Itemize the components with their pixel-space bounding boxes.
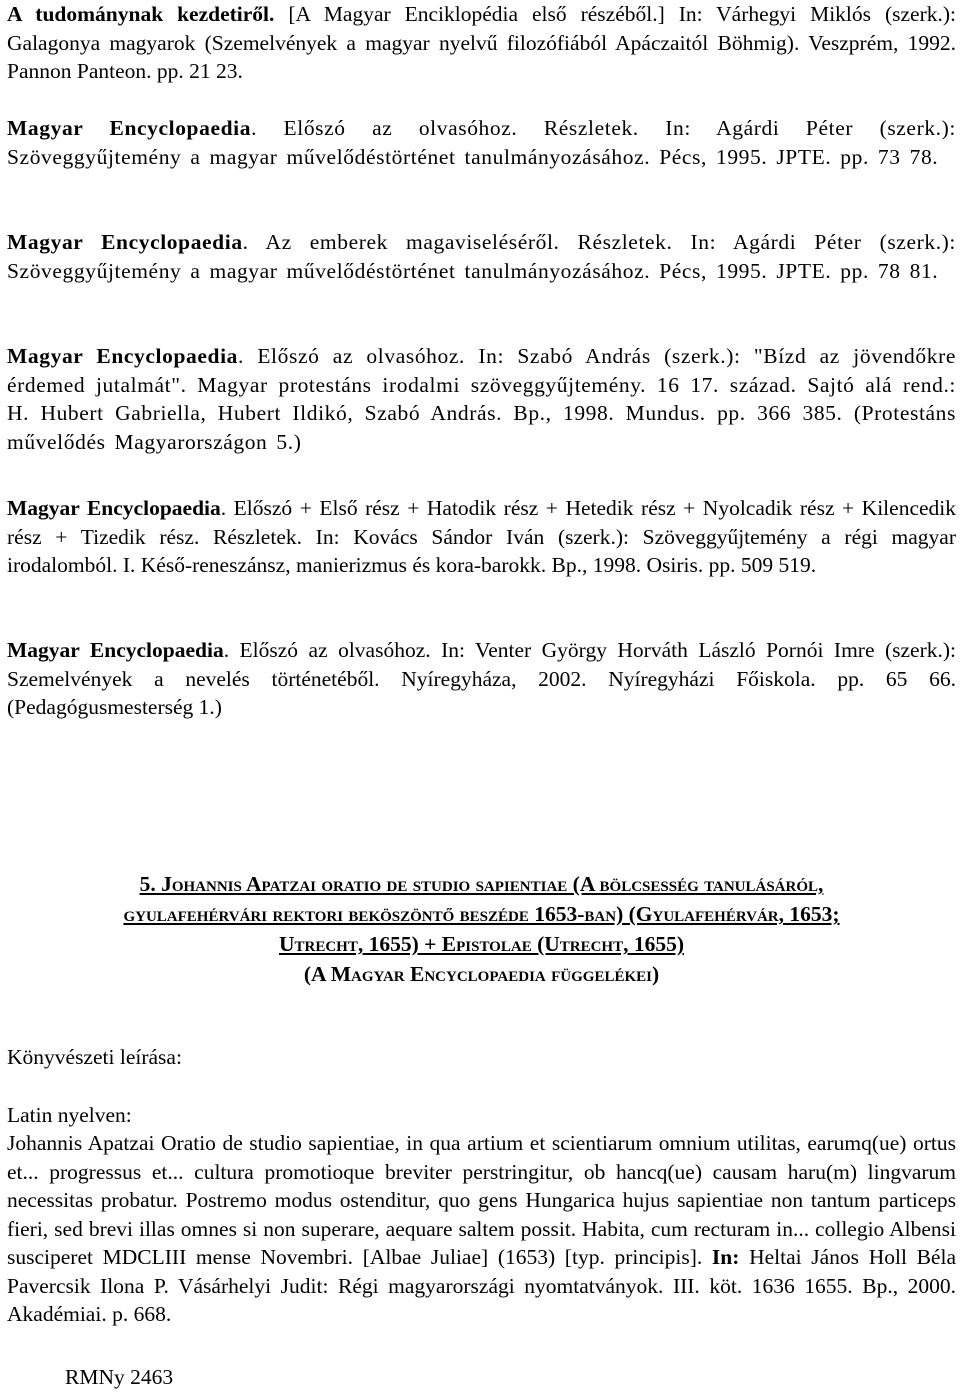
bib-entry-1 [7, 0, 956, 86]
bib-entry-4 [7, 342, 956, 456]
entry-title: Magyar Encyclopaedia [7, 496, 221, 520]
entry-title: Magyar Encyclopaedia [7, 230, 243, 254]
in-label: In: [711, 1245, 740, 1269]
entry-title: A tudománynak kezdetiről. [7, 2, 275, 26]
entry-title: Magyar Encyclopaedia [7, 638, 224, 662]
bibliography-label: Könyvészeti leírása: [7, 1045, 182, 1069]
bib-entry-6 [7, 636, 956, 722]
bib-entry-2 [7, 114, 956, 171]
section-heading-line-1: 5. Johannis Apatzai oratio de studio sapientiae (A bölcsesség tanulásáról, [139, 872, 824, 896]
section-heading-line-3: Utrecht, 1655) + Epistolae (Utrecht, 1655) [278, 932, 685, 956]
latin-source: Heltai János Holl Béla Pavercsik Ilona P. Vásárhelyi Judit: Régi magyarországi nyomtatványok. III. köt. 1636 1655. Bp., 2000. Akadémiai. p. 668. [7, 1245, 956, 1326]
entry-title: Magyar Encyclopaedia [7, 344, 238, 368]
rmny-reference: RMNy 2463 [65, 1365, 174, 1389]
entry-text: . Az emberek magaviseléséről. Részletek. In: Agárdi Péter (szerk.): Szöveggyűjtemény a magyar művelődéstörténet tanulmányozásához. Pécs, 1995. JPTE. pp. 78 81. [7, 230, 957, 283]
section-heading-line-2: gyulafehérvári rektori beköszöntő beszéde 1653-ban) (Gyulafehérvár, 1653; [123, 902, 840, 926]
entry-text: [A Magyar Enciklopédia első részéből.] In: Várhegyi Miklós (szerk.): Galagonya magyarok (Szemelvények a magyar nyelvű filozófiából Apáczaitól Böhmig). Veszprém, 1992. Pannon Panteon. pp. 21 23. [7, 2, 957, 83]
entry-text: . Előszó az olvasóhoz. In: Venter György Horváth László Pornói Imre (szerk.): Szemelvények a nevelés történetéből. Nyíregyháza, 2002. Nyíregyházi Főiskola. pp. 65 66. (Pedagógusmesterség 1.) [7, 638, 956, 719]
entry-text: . Előszó az olvasóhoz. In: Szabó András (szerk.): "Bízd az jövendőkre érdemed jutalmát". Magyar protestáns irodalmi szöveggyűjtemény. 16 17. század. Sajtó alá rend.: H. Hubert Gabriella, Hubert Ildikó, Szabó András. Bp., 1998. Mundus. pp. 366 385. (Protestáns művelődés Magyarországon 5.) [7, 344, 957, 454]
latin-text: Johannis Apatzai Oratio de studio sapientiae, in qua artium et scientiarum omnium utilitas, earumq(ue) ortus et... progressus et... cultura promotioque breviter perstringitur, ob hancq(ue) causam haru(m) lingvarum necessitas probatur. Postremo modus ostenditur, quo gens Hungarica hujus sapientiae non tantum particeps fieri, sed brevi illas omnes si non superare, aequare saltem possit. Habita, cum recturam in... collegio Albensi susciperet MDCLIII mense Novembri. [Albae Juliae] (1653) [typ. principis]. [7, 1131, 956, 1269]
latin-label: Latin nyelven: [7, 1103, 132, 1127]
section-heading [7, 869, 956, 989]
latin-description [7, 1129, 956, 1329]
section-heading-line-4: (A Magyar Encyclopaedia függelékei) [303, 962, 660, 986]
bib-entry-5 [7, 494, 956, 580]
entry-title: Magyar Encyclopaedia [7, 116, 252, 140]
bib-entry-3 [7, 228, 956, 285]
entry-text: . Előszó + Első rész + Hatodik rész + Hetedik rész + Nyolcadik rész + Kilencedik rész + Tizedik rész. Részletek. In: Kovács Sándor Iván (szerk.): Szöveggyűjtemény a régi magyar irodalomból. I. Késő-reneszánsz, manierizmus és kora-barokk. Bp., 1998. Osiris. pp. 509 519. [7, 496, 957, 577]
entry-text: . Előszó az olvasóhoz. Részletek. In: Agárdi Péter (szerk.): Szöveggyűjtemény a magyar művelődéstörténet tanulmányozásához. Pécs, 1995. JPTE. pp. 73 78. [7, 116, 956, 169]
